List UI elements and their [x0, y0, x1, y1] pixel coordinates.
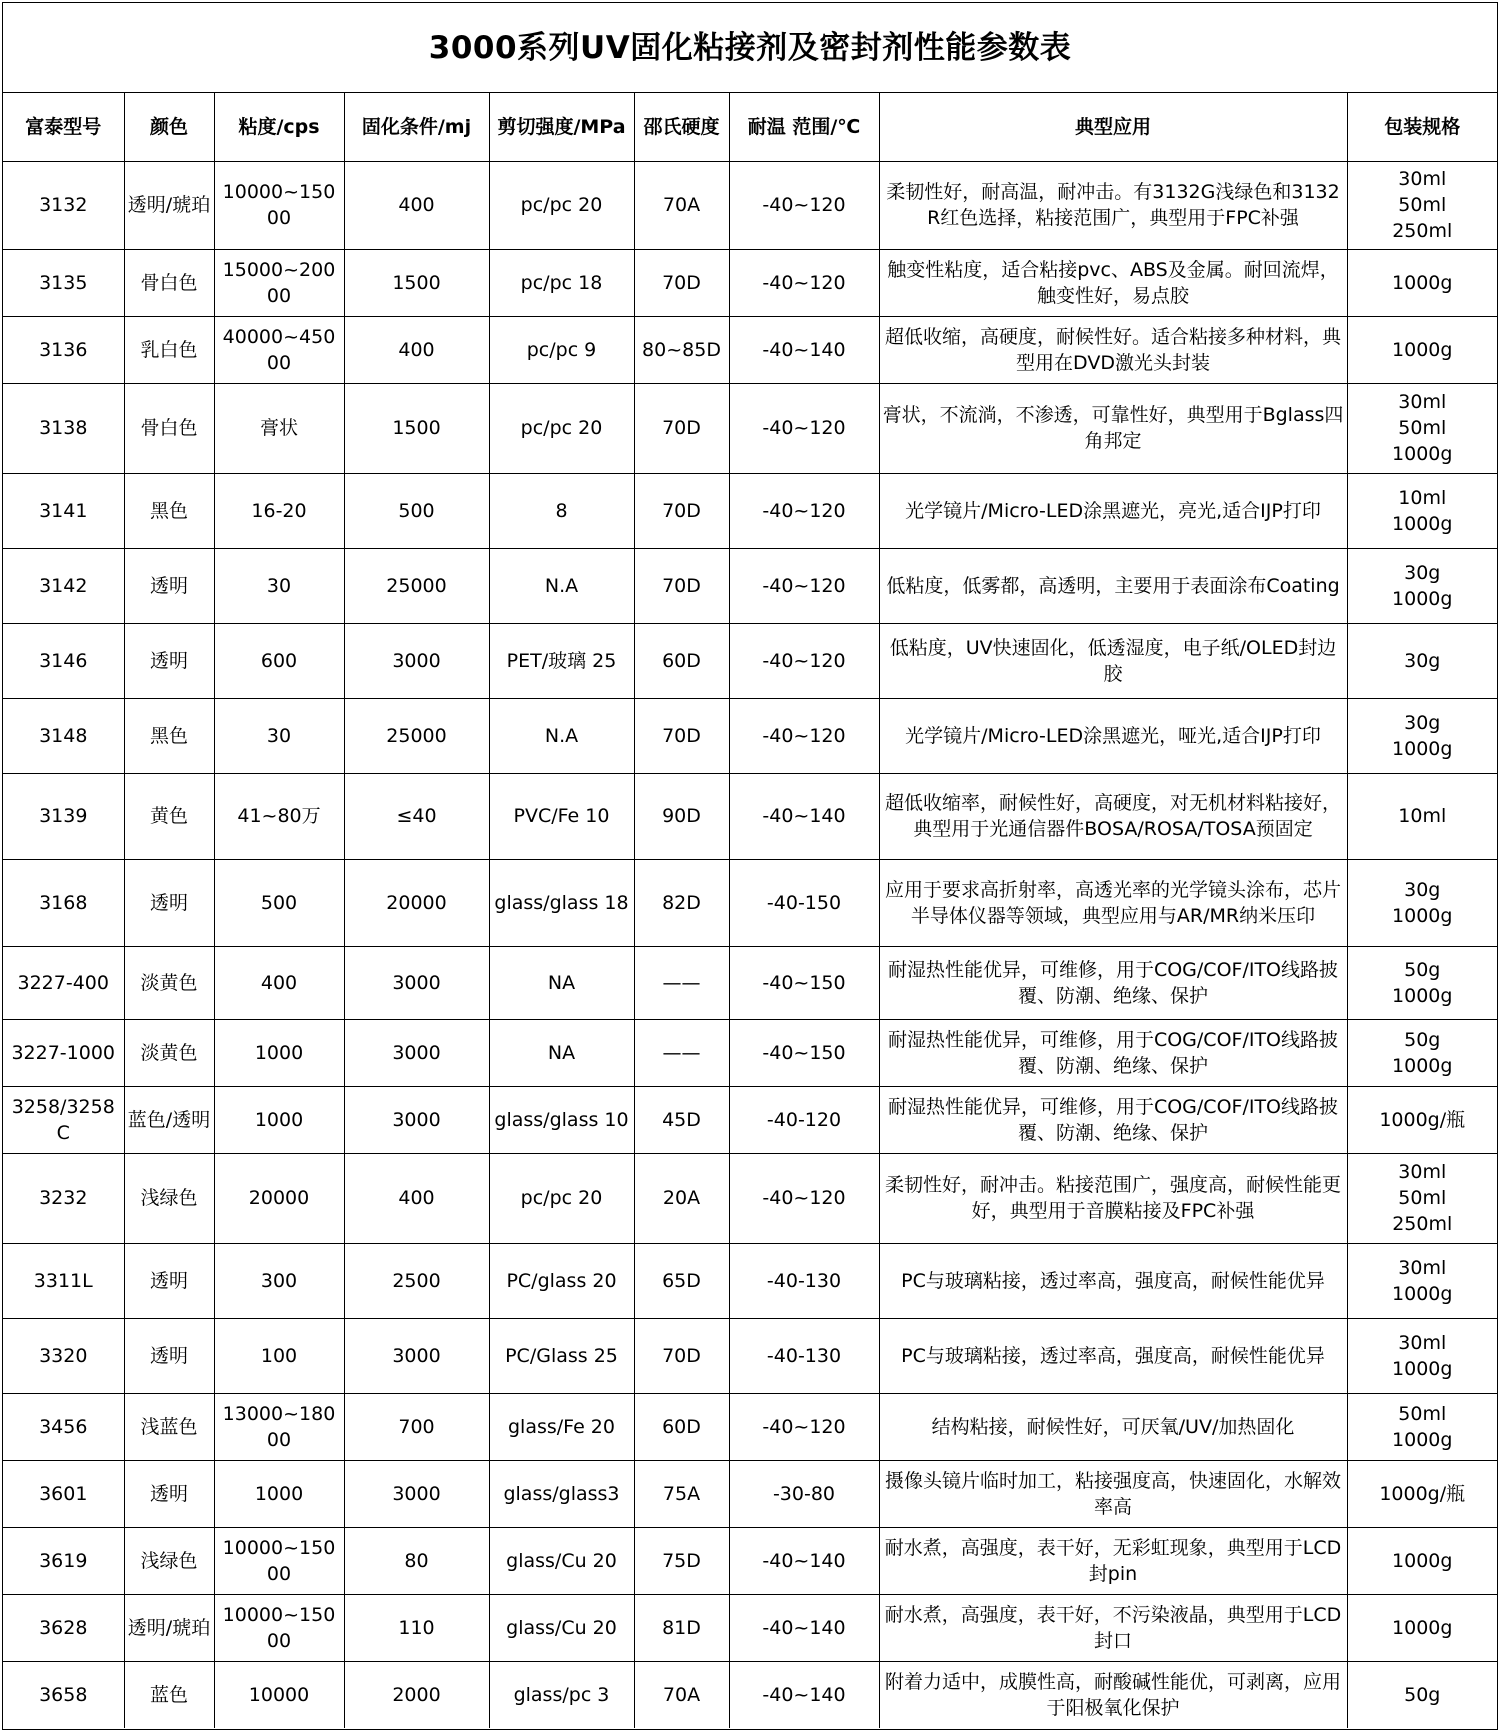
cell-package: 1000g [1347, 1527, 1497, 1594]
cell-cure: 3000 [344, 623, 489, 698]
cell-temp: -40~120 [729, 249, 879, 316]
cell-package: 1000g/瓶 [1347, 1086, 1497, 1153]
cell-application: 光学镜片/Micro-LED涂黑遮光，亮光,适合IJP打印 [879, 473, 1347, 548]
cell-viscosity: 1000 [214, 1086, 344, 1153]
cell-package: 30ml 50ml 250ml [1347, 1153, 1497, 1243]
cell-temp: -40~140 [729, 1527, 879, 1594]
cell-viscosity: 10000~15000 [214, 161, 344, 249]
cell-viscosity: 20000 [214, 1153, 344, 1243]
cell-shear: NA [489, 946, 634, 1019]
cell-color: 浅绿色 [124, 1153, 214, 1243]
cell-cure: 3000 [344, 1460, 489, 1527]
table-row [3, 1393, 1497, 1460]
cell-temp: -40~150 [729, 1019, 879, 1086]
cell-color: 淡黄色 [124, 1019, 214, 1086]
cell-color: 透明 [124, 1243, 214, 1318]
cell-shear: 8 [489, 473, 634, 548]
cell-shear: glass/Cu 20 [489, 1594, 634, 1661]
cell-temp: -40~120 [729, 548, 879, 623]
cell-temp: -40~140 [729, 773, 879, 859]
cell-model: 3168 [3, 859, 124, 946]
cell-model: 3628 [3, 1594, 124, 1661]
cell-package: 30ml 1000g [1347, 1243, 1497, 1318]
cell-viscosity: 300 [214, 1243, 344, 1318]
cell-shear: N.A [489, 548, 634, 623]
column-header-model: 富泰型号 [3, 93, 124, 161]
cell-cure: 2000 [344, 1661, 489, 1728]
cell-temp: -40-150 [729, 859, 879, 946]
cell-package: 50g 1000g [1347, 1019, 1497, 1086]
cell-hardness: —— [634, 1019, 729, 1086]
cell-color: 透明 [124, 623, 214, 698]
cell-color: 透明 [124, 548, 214, 623]
cell-color: 黑色 [124, 473, 214, 548]
cell-cure: 1500 [344, 383, 489, 473]
table-row [3, 1661, 1497, 1728]
cell-temp: -40~140 [729, 1594, 879, 1661]
cell-cure: 400 [344, 161, 489, 249]
cell-cure: ≤40 [344, 773, 489, 859]
cell-package: 30g 1000g [1347, 548, 1497, 623]
cell-application: PC与玻璃粘接，透过率高，强度高，耐候性能优异 [879, 1318, 1347, 1393]
cell-temp: -40~120 [729, 473, 879, 548]
cell-color: 透明 [124, 1460, 214, 1527]
cell-hardness: 20A [634, 1153, 729, 1243]
cell-shear: pc/pc 9 [489, 316, 634, 383]
cell-hardness: 70D [634, 473, 729, 548]
column-header-viscosity: 粘度/cps [214, 93, 344, 161]
cell-application: 结构粘接，耐候性好，可厌氧/UV/加热固化 [879, 1393, 1347, 1460]
cell-color: 蓝色/透明 [124, 1086, 214, 1153]
cell-package: 30g 1000g [1347, 698, 1497, 773]
cell-viscosity: 41~80万 [214, 773, 344, 859]
cell-color: 透明 [124, 859, 214, 946]
cell-shear: glass/glass 18 [489, 859, 634, 946]
cell-application: 附着力适中，成膜性高，耐酸碱性能优，可剥离，应用于阳极氧化保护 [879, 1661, 1347, 1728]
cell-shear: pc/pc 20 [489, 1153, 634, 1243]
cell-cure: 700 [344, 1393, 489, 1460]
cell-hardness: 80~85D [634, 316, 729, 383]
cell-viscosity: 30 [214, 548, 344, 623]
column-header-color: 颜色 [124, 93, 214, 161]
cell-viscosity: 10000~15000 [214, 1527, 344, 1594]
table-row [3, 859, 1497, 946]
cell-application: 超低收缩，高硬度，耐候性好。适合粘接多种材料，典型用在DVD激光头封装 [879, 316, 1347, 383]
cell-temp: -40~120 [729, 623, 879, 698]
cell-model: 3311L [3, 1243, 124, 1318]
table-row [3, 1318, 1497, 1393]
cell-color: 骨白色 [124, 383, 214, 473]
cell-viscosity: 400 [214, 946, 344, 1019]
cell-hardness: 60D [634, 1393, 729, 1460]
cell-application: 柔韧性好，耐冲击。粘接范围广，强度高，耐候性能更好，典型用于音膜粘接及FPC补强 [879, 1153, 1347, 1243]
cell-application: 膏状，不流淌，不渗透，可靠性好，典型用于Bglass四角邦定 [879, 383, 1347, 473]
cell-model: 3135 [3, 249, 124, 316]
cell-application: 耐湿热性能优异，可维修，用于COG/COF/ITO线路披覆、防潮、绝缘、保护 [879, 1019, 1347, 1086]
table-row [3, 548, 1497, 623]
cell-hardness: 75A [634, 1460, 729, 1527]
cell-shear: PVC/Fe 10 [489, 773, 634, 859]
cell-temp: -40~120 [729, 161, 879, 249]
cell-color: 透明 [124, 1318, 214, 1393]
cell-application: 耐湿热性能优异，可维修，用于COG/COF/ITO线路披覆、防潮、绝缘、保护 [879, 1086, 1347, 1153]
table-row [3, 1527, 1497, 1594]
table-row [3, 249, 1497, 316]
cell-cure: 400 [344, 1153, 489, 1243]
table-row [3, 1243, 1497, 1318]
column-header-temp: 耐温 范围/℃ [729, 93, 879, 161]
cell-viscosity: 600 [214, 623, 344, 698]
cell-application: PC与玻璃粘接，透过率高，强度高，耐候性能优异 [879, 1243, 1347, 1318]
cell-cure: 3000 [344, 1318, 489, 1393]
cell-package: 30g [1347, 623, 1497, 698]
cell-model: 3227-400 [3, 946, 124, 1019]
cell-cure: 2500 [344, 1243, 489, 1318]
cell-shear: glass/glass 10 [489, 1086, 634, 1153]
cell-color: 骨白色 [124, 249, 214, 316]
cell-temp: -40~120 [729, 1393, 879, 1460]
cell-package: 1000g [1347, 316, 1497, 383]
page-title: 3000系列UV固化粘接剂及密封剂性能参数表 [3, 3, 1497, 93]
table-row [3, 1153, 1497, 1243]
cell-temp: -40~140 [729, 316, 879, 383]
cell-cure: 3000 [344, 1086, 489, 1153]
cell-application: 低粘度，UV快速固化，低透湿度，电子纸/OLED封边胶 [879, 623, 1347, 698]
cell-package: 30g 1000g [1347, 859, 1497, 946]
cell-application: 触变性粘度，适合粘接pvc、ABS及金属。耐回流焊，触变性好，易点胶 [879, 249, 1347, 316]
cell-application: 应用于要求高折射率，高透光率的光学镜头涂布，芯片半导体仪器等领域，典型应用与AR/MR纳米压印 [879, 859, 1347, 946]
table-row [3, 1594, 1497, 1661]
cell-hardness: 90D [634, 773, 729, 859]
table-row [3, 383, 1497, 473]
column-header-shear: 剪切强度/MPa [489, 93, 634, 161]
cell-model: 3139 [3, 773, 124, 859]
table-row [3, 473, 1497, 548]
cell-shear: glass/pc 3 [489, 1661, 634, 1728]
cell-viscosity: 1000 [214, 1019, 344, 1086]
cell-viscosity: 100 [214, 1318, 344, 1393]
cell-model: 3232 [3, 1153, 124, 1243]
cell-shear: glass/Fe 20 [489, 1393, 634, 1460]
cell-package: 30ml 50ml 250ml [1347, 161, 1497, 249]
cell-model: 3132 [3, 161, 124, 249]
table-row [3, 316, 1497, 383]
cell-color: 黑色 [124, 698, 214, 773]
cell-cure: 25000 [344, 548, 489, 623]
cell-temp: -40-130 [729, 1318, 879, 1393]
column-header-application: 典型应用 [879, 93, 1347, 161]
cell-hardness: 70A [634, 161, 729, 249]
cell-temp: -40-120 [729, 1086, 879, 1153]
cell-package: 10ml [1347, 773, 1497, 859]
cell-application: 耐水煮，高强度，表干好，不污染液晶，典型用于LCD封口 [879, 1594, 1347, 1661]
cell-viscosity: 膏状 [214, 383, 344, 473]
cell-hardness: —— [634, 946, 729, 1019]
cell-model: 3658 [3, 1661, 124, 1728]
cell-viscosity: 30 [214, 698, 344, 773]
cell-hardness: 70D [634, 383, 729, 473]
cell-temp: -40~140 [729, 1661, 879, 1728]
table-row [3, 698, 1497, 773]
cell-application: 柔韧性好，耐高温，耐冲击。有3132G浅绿色和3132R红色选择，粘接范围广，典型用于FPC补强 [879, 161, 1347, 249]
cell-color: 透明/琥珀 [124, 1594, 214, 1661]
table-row [3, 1086, 1497, 1153]
cell-temp: -40~120 [729, 698, 879, 773]
cell-shear: pc/pc 20 [489, 383, 634, 473]
cell-application: 低粘度，低雾都，高透明，主要用于表面涂布Coating [879, 548, 1347, 623]
table-row [3, 946, 1497, 1019]
cell-viscosity: 10000~15000 [214, 1594, 344, 1661]
spec-table-body [3, 161, 1497, 1728]
cell-cure: 3000 [344, 946, 489, 1019]
cell-package: 50ml 1000g [1347, 1393, 1497, 1460]
cell-model: 3258/3258C [3, 1086, 124, 1153]
cell-hardness: 75D [634, 1527, 729, 1594]
cell-shear: glass/glass3 [489, 1460, 634, 1527]
cell-temp: -40~150 [729, 946, 879, 1019]
cell-model: 3138 [3, 383, 124, 473]
cell-viscosity: 15000~20000 [214, 249, 344, 316]
cell-shear: pc/pc 18 [489, 249, 634, 316]
cell-shear: NA [489, 1019, 634, 1086]
cell-cure: 3000 [344, 1019, 489, 1086]
cell-color: 蓝色 [124, 1661, 214, 1728]
cell-hardness: 70A [634, 1661, 729, 1728]
cell-cure: 1500 [344, 249, 489, 316]
table-row [3, 161, 1497, 249]
column-header-hardness: 邵氏硬度 [634, 93, 729, 161]
cell-hardness: 45D [634, 1086, 729, 1153]
cell-model: 3136 [3, 316, 124, 383]
cell-color: 透明/琥珀 [124, 161, 214, 249]
cell-package: 10ml 1000g [1347, 473, 1497, 548]
cell-viscosity: 10000 [214, 1661, 344, 1728]
cell-hardness: 82D [634, 859, 729, 946]
cell-temp: -40-130 [729, 1243, 879, 1318]
cell-package: 1000g [1347, 249, 1497, 316]
cell-model: 3619 [3, 1527, 124, 1594]
cell-color: 淡黄色 [124, 946, 214, 1019]
cell-shear: PC/Glass 25 [489, 1318, 634, 1393]
cell-cure: 25000 [344, 698, 489, 773]
cell-viscosity: 1000 [214, 1460, 344, 1527]
cell-viscosity: 16-20 [214, 473, 344, 548]
cell-model: 3141 [3, 473, 124, 548]
cell-model: 3601 [3, 1460, 124, 1527]
cell-model: 3146 [3, 623, 124, 698]
cell-cure: 500 [344, 473, 489, 548]
cell-package: 30ml 1000g [1347, 1318, 1497, 1393]
cell-cure: 80 [344, 1527, 489, 1594]
cell-shear: PET/玻璃 25 [489, 623, 634, 698]
header-row [3, 93, 1497, 161]
cell-hardness: 70D [634, 548, 729, 623]
cell-viscosity: 40000~45000 [214, 316, 344, 383]
cell-application: 摄像头镜片临时加工，粘接强度高，快速固化，水解效率高 [879, 1460, 1347, 1527]
cell-color: 乳白色 [124, 316, 214, 383]
cell-color: 浅绿色 [124, 1527, 214, 1594]
cell-viscosity: 13000~18000 [214, 1393, 344, 1460]
cell-shear: N.A [489, 698, 634, 773]
cell-model: 3320 [3, 1318, 124, 1393]
cell-package: 1000g/瓶 [1347, 1460, 1497, 1527]
cell-application: 超低收缩率，耐候性好，高硬度，对无机材料粘接好，典型用于光通信器件BOSA/ROSA/TOSA预固定 [879, 773, 1347, 859]
cell-model: 3456 [3, 1393, 124, 1460]
cell-hardness: 65D [634, 1243, 729, 1318]
cell-viscosity: 500 [214, 859, 344, 946]
cell-cure: 400 [344, 316, 489, 383]
cell-model: 3227-1000 [3, 1019, 124, 1086]
cell-color: 黄色 [124, 773, 214, 859]
cell-temp: -40~120 [729, 1153, 879, 1243]
cell-temp: -40~120 [729, 383, 879, 473]
cell-hardness: 70D [634, 249, 729, 316]
cell-cure: 110 [344, 1594, 489, 1661]
table-row [3, 773, 1497, 859]
cell-hardness: 81D [634, 1594, 729, 1661]
table-row [3, 1460, 1497, 1527]
cell-application: 光学镜片/Micro-LED涂黑遮光，哑光,适合IJP打印 [879, 698, 1347, 773]
cell-shear: PC/glass 20 [489, 1243, 634, 1318]
cell-package: 30ml 50ml 1000g [1347, 383, 1497, 473]
cell-package: 1000g [1347, 1594, 1497, 1661]
spec-sheet [2, 2, 1498, 1730]
table-row [3, 1019, 1497, 1086]
column-header-package: 包装规格 [1347, 93, 1497, 161]
cell-package: 50g [1347, 1661, 1497, 1728]
cell-shear: glass/Cu 20 [489, 1527, 634, 1594]
cell-application: 耐湿热性能优异，可维修，用于COG/COF/ITO线路披覆、防潮、绝缘、保护 [879, 946, 1347, 1019]
cell-hardness: 70D [634, 1318, 729, 1393]
cell-cure: 20000 [344, 859, 489, 946]
cell-model: 3142 [3, 548, 124, 623]
table-row [3, 623, 1497, 698]
cell-package: 50g 1000g [1347, 946, 1497, 1019]
cell-temp: -30-80 [729, 1460, 879, 1527]
cell-color: 浅蓝色 [124, 1393, 214, 1460]
cell-application: 耐水煮，高强度，表干好，无彩虹现象，典型用于LCD封pin [879, 1527, 1347, 1594]
cell-hardness: 60D [634, 623, 729, 698]
spec-table [3, 93, 1497, 1728]
cell-model: 3148 [3, 698, 124, 773]
column-header-cure: 固化条件/mj [344, 93, 489, 161]
cell-shear: pc/pc 20 [489, 161, 634, 249]
cell-hardness: 70D [634, 698, 729, 773]
